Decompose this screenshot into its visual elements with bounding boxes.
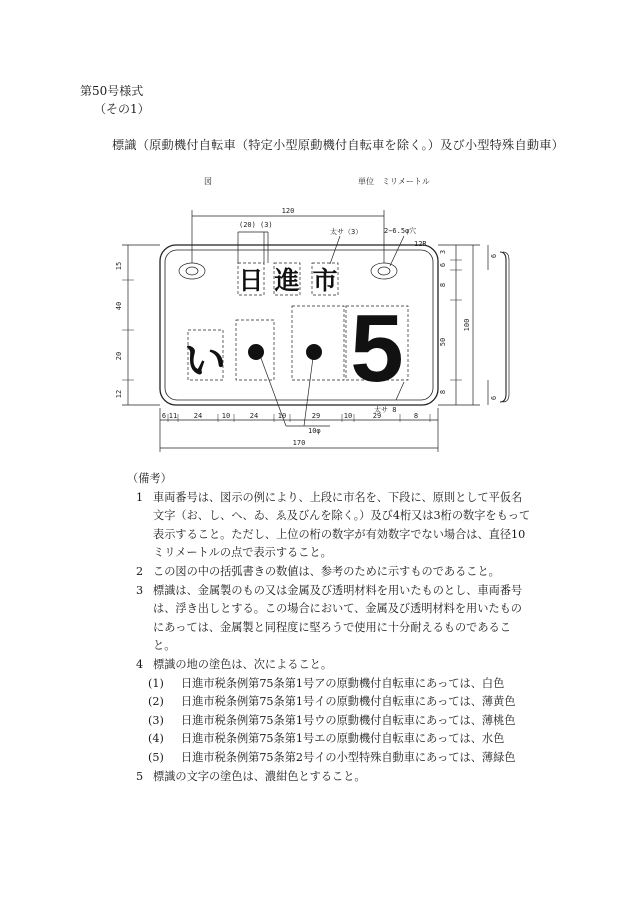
svg-text:10: 10: [343, 412, 353, 420]
svg-text:6: 6: [490, 253, 498, 259]
svg-text:10: 10: [221, 412, 231, 420]
plate-city-char-3: 市: [312, 267, 338, 295]
unit-label: 単位 ミリメートル: [358, 177, 430, 186]
dim-top-20: (20): [239, 221, 256, 229]
document-title: 標識（原動機付自転車（特定小型原動機付自転車を除く。）及び小型特殊自動車）: [112, 138, 564, 152]
form-number: 第50号様式: [80, 84, 144, 98]
svg-text:3: 3: [439, 249, 447, 255]
note-3: 3 標識は、金属製のもの又は金属及び透明材料を用いたものとし、車両番号は、浮き出しとする。この場合において、金属及び透明材料を用いたものにあっては、金属製と同程度に堅ろうで使用に十分耐えるものであること。: [136, 583, 523, 653]
svg-text:8: 8: [413, 412, 419, 420]
figure-label: 図: [204, 177, 212, 186]
part-label: （その1）: [94, 102, 150, 116]
plate-side-profile: [500, 252, 506, 402]
mounting-hole-right: [371, 263, 397, 279]
dims-right: [439, 250, 471, 394]
svg-text:100: 100: [463, 318, 471, 332]
hole-callout: 2−6.5φ穴: [384, 227, 417, 235]
svg-text:12: 12: [115, 389, 123, 399]
svg-text:20: 20: [115, 351, 123, 361]
dim-top-120: 120: [281, 207, 295, 215]
plate-dot-1: [248, 344, 264, 360]
sub-note-1: (1) 日進市税条例第75条第1号アの原動機付自転車にあっては、白色: [148, 676, 505, 690]
svg-text:6: 6: [161, 412, 167, 420]
stroke-digit-label: 太サ 8: [374, 406, 397, 414]
sub-note-2: (2) 日進市税条例第75条第1号イの原動機付自転車にあっては、薄黄色: [148, 695, 516, 709]
notes-section: [123, 470, 533, 786]
svg-text:8: 8: [439, 389, 447, 395]
svg-text:8: 8: [439, 282, 447, 288]
notes-heading: （備考）: [127, 472, 172, 485]
plate-city-char-1: 日: [238, 267, 264, 295]
plate-digit: 5: [350, 295, 404, 402]
license-plate-diagram: [108, 170, 528, 460]
svg-text:6: 6: [439, 262, 447, 268]
sub-note-5: (5) 日進市税条例第75条第2号イの小型特殊自動車にあっては、薄緑色: [148, 750, 516, 764]
svg-text:10: 10: [277, 412, 287, 420]
sub-note-3: (3) 日進市税条例第75条第1号ウの原動機付自転車にあっては、薄桃色: [148, 713, 516, 727]
dims-side: [490, 254, 498, 400]
note-5: 5 標識の文字の塗色は、濃紺色とすること。: [136, 769, 366, 783]
note-1: 1 車両番号は、図示の例により、上段に市名を、下段に、原則として平仮名文字（お、し、へ、ゐ、ゑ及びんを除く。）及び4桁又は3桁の数字をもって表示すること。ただし、上位の桁の数字が有効数字でない場合は、直径10ミリメートルの点で表示すること。: [136, 490, 531, 560]
note-2: 2 この図の中の括弧書きの数値は、参考のために示すものであること。: [136, 564, 500, 578]
note-4: 4 標識の地の塗色は、次によること。: [136, 657, 333, 671]
svg-text:24: 24: [193, 412, 203, 420]
dot-diameter-label: 10φ: [308, 427, 321, 435]
svg-text:40: 40: [115, 301, 123, 311]
svg-text:29: 29: [311, 412, 321, 420]
svg-text:29: 29: [372, 412, 382, 420]
sub-note-4: (4) 日進市税条例第75条第1号エの原動機付自転車にあっては、水色: [148, 732, 505, 746]
stroke-city-label: 太サ（3）: [330, 228, 363, 236]
svg-text:15: 15: [115, 261, 123, 271]
mounting-hole-left: [179, 263, 205, 279]
svg-text:24: 24: [249, 412, 259, 420]
plate-kana: い: [183, 337, 227, 384]
dim-total-170: 170: [292, 439, 306, 447]
radius-label: 12R: [414, 240, 427, 248]
plate-city-char-2: 進: [274, 267, 300, 295]
dim-top-3: (3): [260, 221, 273, 229]
svg-text:50: 50: [439, 337, 447, 347]
svg-text:6: 6: [490, 395, 498, 401]
svg-text:11: 11: [168, 412, 178, 420]
dims-left: [115, 262, 123, 398]
plate-dot-2: [306, 344, 322, 360]
